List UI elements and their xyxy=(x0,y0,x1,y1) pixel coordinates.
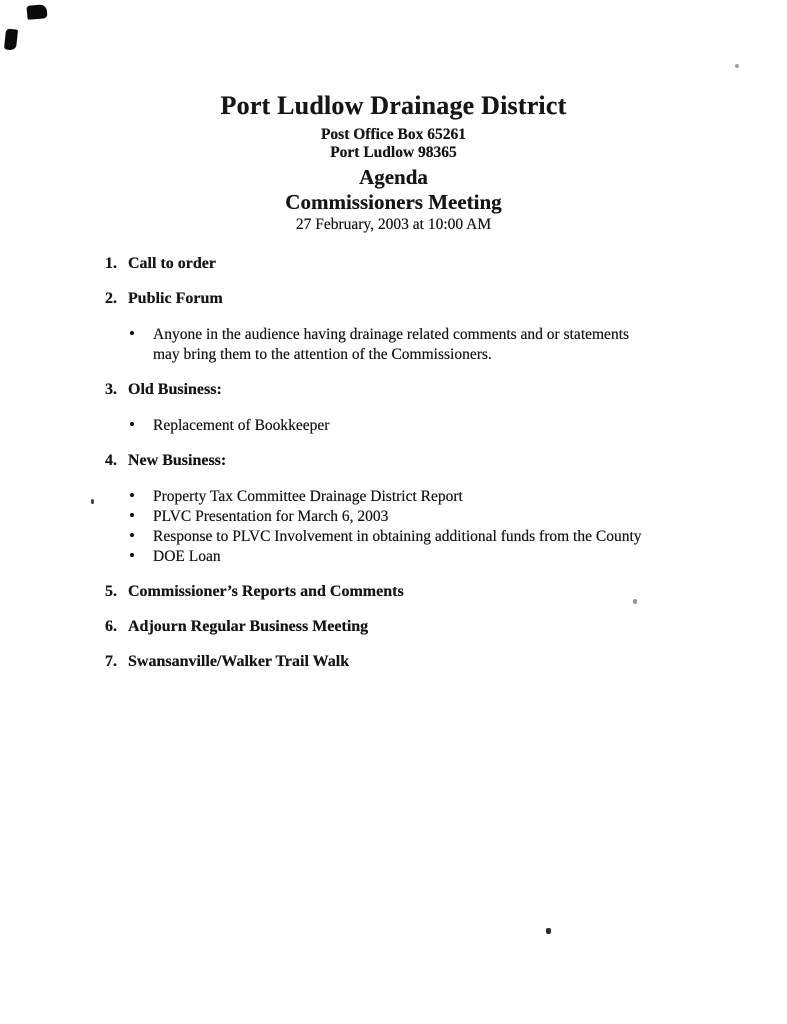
agenda-item-3 xyxy=(105,381,680,398)
document-title: Port Ludlow Drainage District xyxy=(220,91,567,120)
item-label: Public Forum xyxy=(128,290,223,307)
meeting-datetime: 27 February, 2003 at 10:00 AM xyxy=(295,216,492,233)
item-number: 3. xyxy=(105,381,117,398)
scan-speck xyxy=(735,64,739,68)
bullet-item: • Replacement of Bookkeeper xyxy=(128,416,650,436)
agenda-item-3-bullets xyxy=(128,416,650,436)
agenda-item-7 xyxy=(105,653,680,670)
scan-speck xyxy=(91,499,94,504)
scan-speck xyxy=(546,928,551,934)
item-number: 4. xyxy=(105,452,117,469)
meeting-title: Commissioners Meeting xyxy=(285,190,502,214)
item-label: Adjourn Regular Business Meeting xyxy=(128,618,369,635)
agenda-item-6 xyxy=(105,618,680,635)
item-label: New Business: xyxy=(128,452,227,469)
item-number: 2. xyxy=(105,290,117,307)
document-header xyxy=(0,0,787,234)
item-number: 5. xyxy=(105,583,117,600)
bullet-item: • Response to PLVC Involvement in obtaining additional funds from the County xyxy=(128,527,650,547)
bullet-item: • PLVC Presentation for March 6, 2003 xyxy=(128,507,650,527)
agenda-item-5 xyxy=(105,583,680,600)
item-label: Commissioner’s Reports and Comments xyxy=(128,583,404,600)
bullet-item: • DOE Loan xyxy=(128,547,650,567)
scan-speck xyxy=(633,599,637,604)
item-number: 7. xyxy=(105,653,117,670)
item-number: 1. xyxy=(105,255,117,272)
agenda-item-4-bullets xyxy=(128,487,650,567)
agenda-item-1 xyxy=(105,255,680,272)
agenda-item-2 xyxy=(105,290,680,307)
agenda-item-4 xyxy=(105,452,680,469)
agenda-heading: Agenda xyxy=(359,165,428,189)
city-zip-line: Port Ludlow 98365 xyxy=(330,144,457,161)
item-number: 6. xyxy=(105,618,117,635)
agenda-list xyxy=(105,255,680,670)
bullet-item: • Anyone in the audience having drainage related comments and or statements may bring them to the attention of the Commissioners. xyxy=(128,325,650,365)
po-box-line: Post Office Box 65261 xyxy=(320,126,467,143)
scan-ink-mark xyxy=(26,4,47,20)
item-label: Swansanville/Walker Trail Walk xyxy=(128,653,350,670)
agenda-item-2-bullets xyxy=(128,325,650,365)
item-label: Old Business: xyxy=(128,381,222,398)
bullet-item: • Property Tax Committee Drainage District Report xyxy=(128,487,650,507)
item-label: Call to order xyxy=(128,255,216,272)
